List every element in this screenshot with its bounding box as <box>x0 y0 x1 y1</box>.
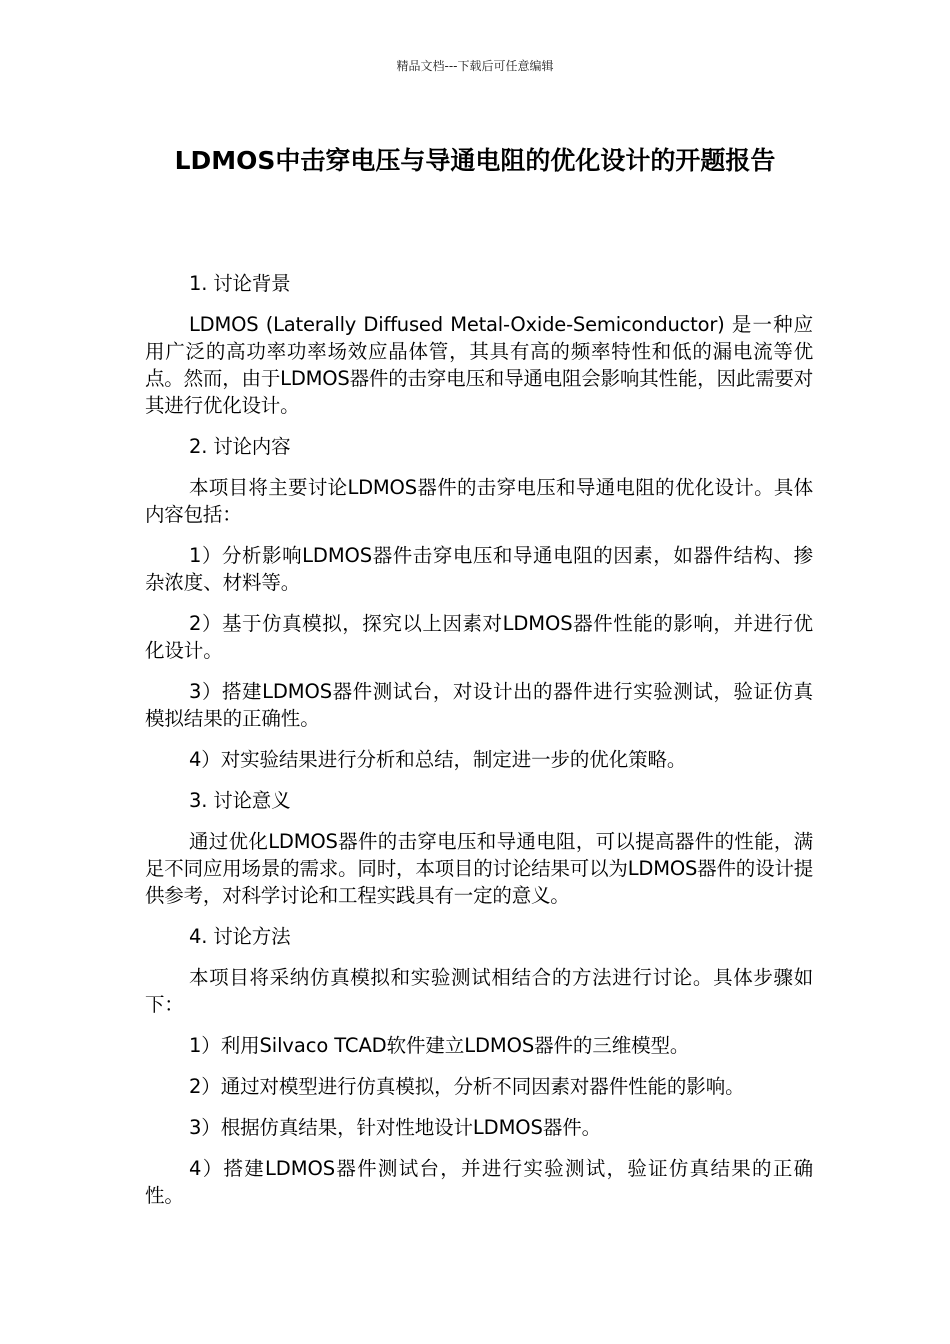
list-item: 3）根据仿真结果，针对性地设计LDMOS器件。 <box>189 1116 602 1139</box>
list-item: 3）搭建LDMOS器件测试台，对设计出的器件进行实验测试，验证仿真模拟结果的正确性。 <box>145 680 813 730</box>
document-body <box>145 270 813 1223</box>
page-header-watermark: 精品文档---下载后可任意编辑 <box>396 59 554 73</box>
section-heading-background: 1. 讨论背景 <box>189 272 291 295</box>
section-heading-significance: 3. 讨论意义 <box>189 789 291 812</box>
paragraph-background: LDMOS (Laterally Diffused Metal-Oxide-Semiconductor) 是一种应用广泛的高功率功率场效应晶体管，其具有高的频率特性和低的漏电流等优点。然而，由于LDMOS器件的击穿电压和导通电阻会影响其性能，因此需要对其进行优化设计。 <box>145 313 813 417</box>
list-item: 4）搭建LDMOS器件测试台，并进行实验测试，验证仿真结果的正确性。 <box>145 1157 813 1207</box>
paragraph-method-intro: 本项目将采纳仿真模拟和实验测试相结合的方法进行讨论。具体步骤如下： <box>145 966 813 1016</box>
list-item: 2）基于仿真模拟，探究以上因素对LDMOS器件性能的影响，并进行优化设计。 <box>145 612 813 662</box>
section-heading-content: 2. 讨论内容 <box>189 435 291 458</box>
list-item: 4）对实验结果进行分析和总结，制定进一步的优化策略。 <box>189 748 687 771</box>
list-item: 2）通过对模型进行仿真模拟，分析不同因素对器件性能的影响。 <box>189 1075 745 1098</box>
document-title: LDMOS中击穿电压与导通电阻的优化设计的开题报告 <box>174 146 776 175</box>
paragraph-content-intro: 本项目将主要讨论LDMOS器件的击穿电压和导通电阻的优化设计。具体内容包括： <box>145 476 813 526</box>
list-item: 1）利用Silvaco TCAD软件建立LDMOS器件的三维模型。 <box>189 1034 690 1057</box>
section-heading-method: 4. 讨论方法 <box>189 925 291 948</box>
paragraph-significance: 通过优化LDMOS器件的击穿电压和导通电阻，可以提高器件的性能，满足不同应用场景的需求。同时，本项目的讨论结果可以为LDMOS器件的设计提供参考，对科学讨论和工程实践具有一定的意义。 <box>145 830 813 907</box>
list-item: 1）分析影响LDMOS器件击穿电压和导通电阻的因素，如器件结构、掺杂浓度、材料等。 <box>145 544 813 594</box>
